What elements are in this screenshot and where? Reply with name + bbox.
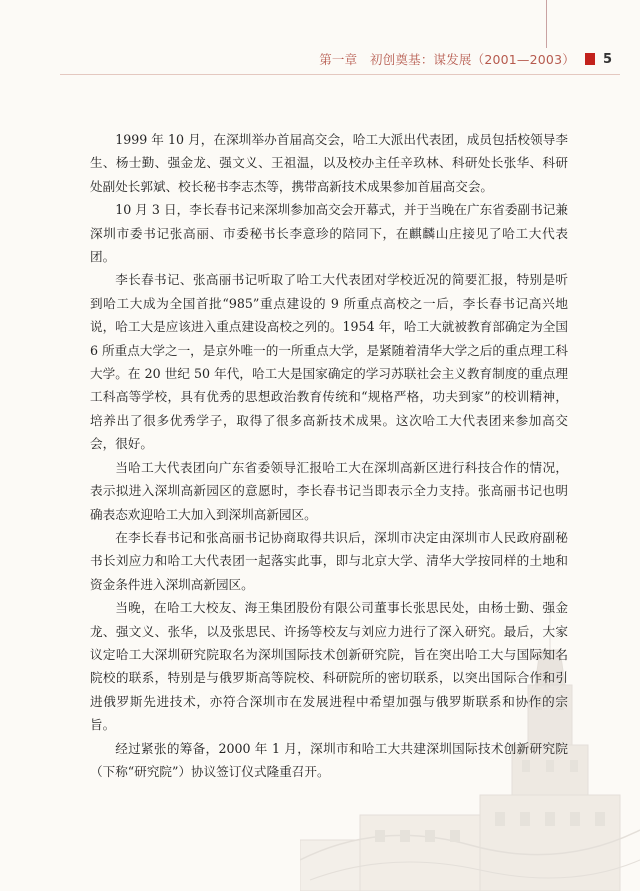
paragraph: 1999 年 10 月，在深圳举办首届高交会，哈工大派出代表团，成员包括校领导李生、杨士勤、强金龙、强文义、王祖温，以及校办主任辛玖林、科研处长张华、科研处副处长郭斌、校长秘书李志杰等，携带高新技术成果参加首届高交会。 (90, 132, 568, 194)
paragraph: 当哈工大代表团向广东省委领导汇报哈工大在深圳高新区进行科技合作的情况，表示拟进入深圳高新园区的意愿时，李长春书记当即表示全力支持。张高丽书记也明确表态欢迎哈工大加入到深圳高新园区。 (90, 459, 568, 522)
paragraph: 李长春书记、张高丽书记听取了哈工大代表团对学校近况的简要汇报，特别是听到哈工大成为全国首批“985”重点建设的 9 所重点高校之一后，李长春书记高兴地说，哈工大是应该进入重点建设高校之列的。1954 年，哈工大就被教育部确定为全国 6 所重点大学之一，是京外唯一的一所重点大学，是紧随着清华大学之后的重点理工科大学。在 20 世纪 50 年代，哈工大是国家确定的学习苏联社会主义教育制度的重点理工科高等学校，具有优秀的思想政治教育传统和“规格严格，功夫到家”的校训精神，培养出了很多优秀学子，取得了很多高新技术成果。这次哈工大代表团来参加高交会，很好。 (90, 272, 568, 452)
top-divider-line (546, 0, 547, 48)
chapter-title: 第一章 初创奠基：谋发展（2001—2003） (319, 52, 575, 67)
page-number: 5 (602, 51, 612, 67)
paragraph: 在李长春书记和张高丽书记协商取得共识后，深圳市决定由深圳市人民政府副秘书长刘应力和哈工大代表团一起落实此事，即与北京大学、清华大学按同样的土地和资金条件进入深圳高新园区。 (90, 529, 568, 592)
body-text (90, 128, 568, 783)
paragraph: 经过紧张的筹备，2000 年 1 月，深圳市和哈工大共建深圳国际技术创新研究院（下称“研究院”）协议签订仪式隆重召开。 (90, 740, 568, 779)
paragraph: 10 月 3 日，李长春书记来深圳参加高交会开幕式，并于当晚在广东省委副书记兼深圳市委书记张高丽、市委秘书长李意珍的陪同下，在麒麟山庄接见了哈工大代表团。 (90, 202, 568, 265)
header-rule (60, 74, 620, 75)
page-marker-square (585, 53, 595, 65)
paragraph: 当晚，在哈工大校友、海王集团股份有限公司董事长张思民处，由杨士勤、强金龙、强文义、张华，以及张思民、许扬等校友与刘应力进行了深入研究。最后，大家议定哈工大深圳研究院取名为深圳国际技术创新研究院，旨在突出哈工大与国际知名院校的联系，特别是与俄罗斯高等院校、科研院所的密切联系，以突出国际合作和引进俄罗斯先进技术，亦符合深圳市在发展进程中希望加强与俄罗斯联系和协作的宗旨。 (90, 600, 568, 733)
running-header (290, 49, 612, 69)
